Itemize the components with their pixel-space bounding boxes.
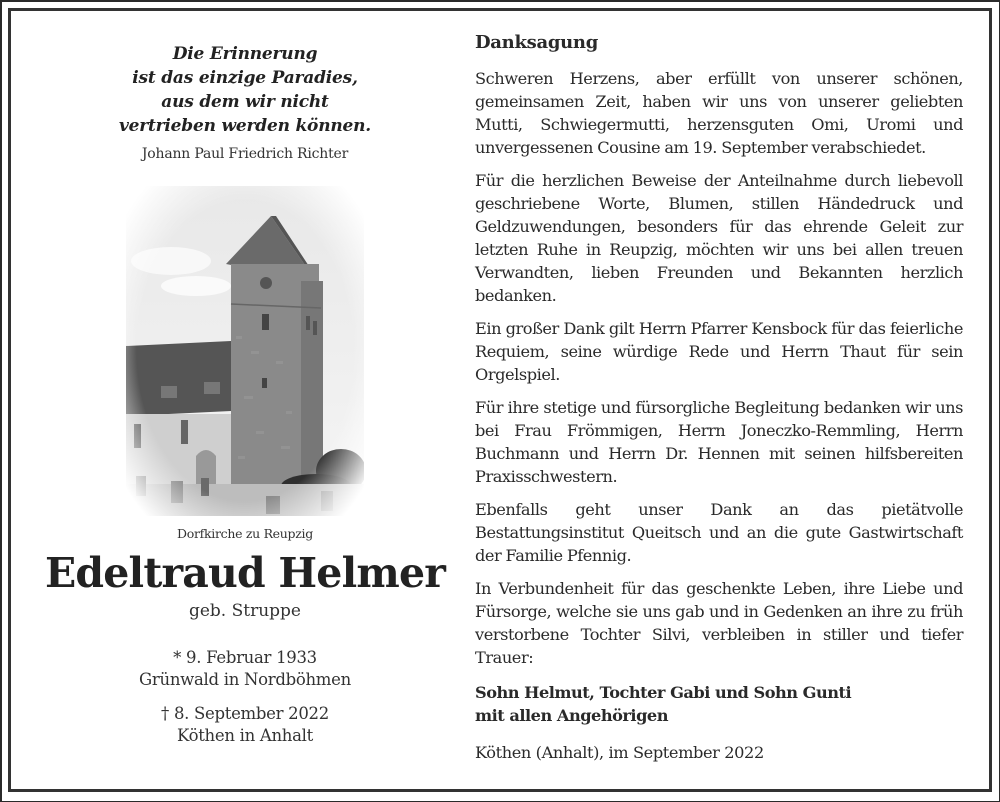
memorial-column [30, 30, 460, 747]
deceased-name: Edeltraud Helmer [44, 549, 446, 597]
signers-line: mit allen Angehörigen [475, 706, 668, 725]
signers-line: Sohn Helmut, Tochter Gabi und Sohn Gunti [475, 683, 852, 702]
signers [475, 681, 963, 727]
thanks-paragraph: Ein großer Dank gilt Herrn Pfarrer Kensbock für das feierliche Requiem, seine würdige Rede und Herrn Thaut für sein Orgelspiel. [475, 319, 963, 384]
quote-author: Johann Paul Friedrich Richter [141, 146, 349, 162]
death-info [30, 703, 460, 747]
death-place: Köthen in Anhalt [177, 726, 313, 745]
photo-caption: Dorfkirche zu Reupzig [177, 526, 313, 541]
thanks-heading: Danksagung [475, 32, 598, 53]
birth-info [30, 647, 460, 691]
thanks-paragraph: Für ihre stetige und fürsorgliche Begleitung bedanken wir uns bei Frau Frömmigen, Herrn Joneczko-Remmling, Herrn Buchmann und Herrn Dr. Hennen mit seinen hilfsbereiten Praxisschwestern. [475, 398, 963, 486]
thanks-paragraph: In Verbundenheit für das geschenkte Leben, ihre Liebe und Fürsorge, welche sie uns gab und in Gedenken an ihre zu früh verstorbene Tochter Silvi, verbleiben in stiller und tiefer Trauer: [475, 579, 963, 667]
thanks-paragraph: Für die herzlichen Beweise der Anteilnahme durch liebevoll geschriebene Worte, Blumen, stillen Händedruck und Geldzuwendungen, besonders für das ehrende Geleit zur letzten Ruhe in Reupzig, möchten wir uns bei allen treuen Verwandten, lieben Freunden und Bekannten herzlich bedanken. [475, 171, 963, 305]
maiden-name: geb. Struppe [188, 601, 301, 621]
birth-date: * 9. Februar 1933 [173, 648, 317, 667]
church-illustration-icon [126, 186, 364, 516]
quote-line: vertrieben werden können. [118, 116, 372, 136]
thanks-paragraph: Ebenfalls geht unser Dank an das pietätvolle Bestattungsinstitut Queitsch und an die gute Gastwirtschaft der Familie Pfennig. [475, 500, 963, 565]
thanks-paragraph: Schweren Herzens, aber erfüllt von unserer schönen, gemeinsamen Zeit, haben wir uns von unserer geliebten Mutti, Schwiegermutti, herzensguten Omi, Uromi und unvergessenen Cousine am 19. September verabschiedet. [475, 69, 963, 157]
thanks-column [475, 30, 963, 764]
death-date: † 8. September 2022 [161, 704, 329, 723]
church-photo [126, 186, 364, 516]
birth-place: Grünwald in Nordböhmen [139, 670, 351, 689]
epitaph-quote [30, 42, 460, 138]
quote-line: Die Erinnerung [172, 44, 318, 64]
quote-line: ist das einzige Paradies, [132, 68, 358, 88]
place-date: Köthen (Anhalt), im September 2022 [475, 743, 764, 762]
quote-line: aus dem wir nicht [161, 92, 329, 112]
